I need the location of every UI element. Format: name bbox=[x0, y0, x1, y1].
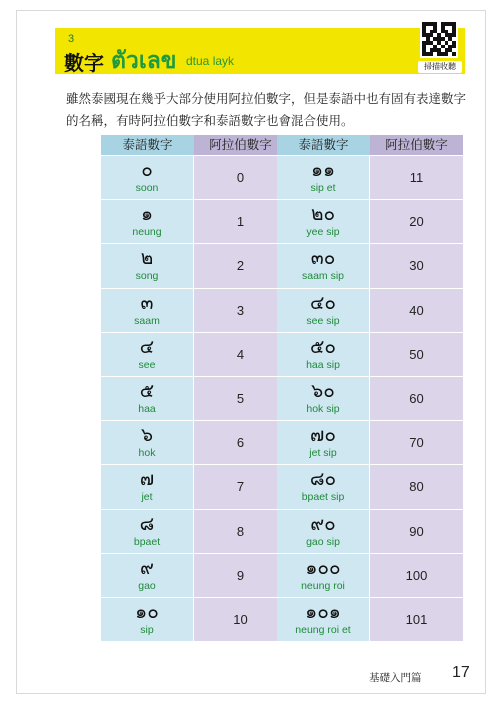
romanization: hok bbox=[138, 447, 156, 460]
table-row bbox=[101, 376, 287, 420]
table-row bbox=[101, 597, 287, 641]
table-row bbox=[277, 243, 463, 287]
thai-numeral-cell bbox=[101, 244, 194, 287]
number-table-left bbox=[101, 135, 287, 641]
section-number: 3 bbox=[68, 33, 75, 45]
arabic-numeral-cell: 4 bbox=[194, 333, 287, 376]
table-row bbox=[277, 553, 463, 597]
thai-numeral: ๘ bbox=[139, 512, 155, 535]
thai-numeral-cell bbox=[277, 377, 370, 420]
page-title-thai: ตัวเลข bbox=[111, 48, 177, 74]
page-title-romanization: dtua layk bbox=[186, 54, 235, 68]
table-row bbox=[101, 553, 287, 597]
arabic-numeral-cell: 0 bbox=[194, 156, 287, 199]
table-row bbox=[277, 288, 463, 332]
thai-numeral-cell bbox=[277, 465, 370, 508]
page-title: 數字 bbox=[64, 51, 104, 75]
thai-numeral-cell bbox=[277, 289, 370, 332]
thai-numeral-cell bbox=[101, 377, 194, 420]
arabic-numeral-cell: 10 bbox=[194, 598, 287, 641]
thai-numeral: ๔๐ bbox=[310, 291, 336, 314]
thai-numeral: ๕ bbox=[139, 379, 155, 402]
thai-numeral-cell bbox=[277, 333, 370, 376]
table-row bbox=[277, 199, 463, 243]
thai-numeral-cell bbox=[277, 598, 370, 641]
table-row bbox=[101, 199, 287, 243]
table-header bbox=[277, 135, 463, 155]
romanization: hok sip bbox=[306, 402, 340, 415]
thai-numeral: ๑๐๐ bbox=[305, 556, 341, 579]
page-number: 17 bbox=[452, 664, 470, 681]
arabic-numeral-cell: 70 bbox=[370, 421, 463, 464]
arabic-numeral-cell: 80 bbox=[370, 465, 463, 508]
arabic-numeral-cell: 9 bbox=[194, 554, 287, 597]
romanization: see bbox=[138, 358, 156, 371]
arabic-numeral-cell: 40 bbox=[370, 289, 463, 332]
header-thai-numerals: 泰語數字 bbox=[101, 135, 194, 155]
arabic-numeral-cell: 20 bbox=[370, 200, 463, 243]
table-row bbox=[101, 464, 287, 508]
thai-numeral: ๘๐ bbox=[309, 468, 337, 491]
romanization: haa bbox=[138, 402, 156, 415]
thai-numeral: ๙๐ bbox=[310, 512, 336, 535]
thai-numeral: ๐ bbox=[141, 159, 153, 181]
thai-numeral: ๔ bbox=[139, 335, 155, 358]
thai-numeral-cell bbox=[101, 465, 194, 508]
arabic-numeral-cell: 1 bbox=[194, 200, 287, 243]
thai-numeral: ๙ bbox=[140, 556, 154, 579]
thai-numeral-cell bbox=[101, 200, 194, 243]
thai-numeral: ๕๐ bbox=[310, 335, 336, 358]
romanization: gao sip bbox=[306, 535, 340, 548]
table-row bbox=[101, 288, 287, 332]
table-row bbox=[277, 420, 463, 464]
thai-numeral-cell bbox=[101, 554, 194, 597]
header-arabic-numerals: 阿拉伯數字 bbox=[370, 135, 463, 155]
thai-numeral: ๒๐ bbox=[310, 203, 336, 226]
romanization: neung roi et bbox=[295, 623, 351, 636]
thai-numeral: ๒ bbox=[140, 247, 154, 270]
thai-numeral: ๖๐ bbox=[311, 379, 335, 402]
romanization: song bbox=[135, 270, 159, 283]
thai-numeral-cell bbox=[277, 244, 370, 287]
table-row bbox=[277, 155, 463, 199]
arabic-numeral-cell: 7 bbox=[194, 465, 287, 508]
table-header bbox=[101, 135, 287, 155]
thai-numeral-cell bbox=[277, 510, 370, 553]
thai-numeral: ๑ bbox=[140, 203, 154, 226]
romanization: see sip bbox=[306, 314, 340, 327]
table-row bbox=[101, 332, 287, 376]
table-row bbox=[101, 155, 287, 199]
thai-numeral: ๗๐ bbox=[310, 424, 336, 447]
thai-numeral-cell bbox=[277, 156, 370, 199]
table-row bbox=[277, 376, 463, 420]
qr-caption: 掃描收聽 bbox=[418, 61, 462, 73]
table-row bbox=[277, 464, 463, 508]
romanization: saam bbox=[134, 314, 160, 327]
qr-code-icon[interactable] bbox=[420, 20, 458, 58]
arabic-numeral-cell: 3 bbox=[194, 289, 287, 332]
romanization: sip bbox=[140, 623, 154, 636]
table-row bbox=[101, 243, 287, 287]
romanization: soon bbox=[135, 182, 159, 194]
arabic-numeral-cell: 6 bbox=[194, 421, 287, 464]
arabic-numeral-cell: 11 bbox=[370, 156, 463, 199]
romanization: neung bbox=[132, 226, 162, 239]
arabic-numeral-cell: 30 bbox=[370, 244, 463, 287]
thai-numeral-cell bbox=[101, 156, 194, 199]
thai-numeral-cell bbox=[277, 421, 370, 464]
arabic-numeral-cell: 100 bbox=[370, 554, 463, 597]
header-arabic-numerals: 阿拉伯數字 bbox=[194, 135, 287, 155]
table-row bbox=[277, 509, 463, 553]
romanization: haa sip bbox=[306, 358, 340, 371]
thai-numeral: ๑๑ bbox=[310, 159, 336, 181]
thai-numeral: ๓ bbox=[140, 291, 154, 314]
thai-numeral-cell bbox=[101, 598, 194, 641]
romanization: sip et bbox=[310, 182, 336, 194]
thai-numeral-cell bbox=[277, 200, 370, 243]
romanization: jet sip bbox=[309, 447, 337, 460]
table-row bbox=[101, 420, 287, 464]
thai-numeral: ๑๐ bbox=[135, 600, 159, 623]
thai-numeral-cell bbox=[277, 554, 370, 597]
table-row bbox=[277, 332, 463, 376]
thai-numeral-cell bbox=[101, 333, 194, 376]
romanization: gao bbox=[138, 579, 156, 592]
footer-section-label: 基礎入門篇 bbox=[369, 672, 422, 684]
romanization: bpaet sip bbox=[301, 491, 345, 504]
thai-numeral-cell bbox=[101, 421, 194, 464]
table-row bbox=[277, 597, 463, 641]
arabic-numeral-cell: 101 bbox=[370, 598, 463, 641]
romanization: saam sip bbox=[301, 270, 344, 283]
arabic-numeral-cell: 50 bbox=[370, 333, 463, 376]
romanization: jet bbox=[141, 491, 153, 504]
thai-numeral-cell bbox=[101, 510, 194, 553]
thai-numeral: ๑๐๑ bbox=[305, 600, 341, 623]
romanization: yee sip bbox=[306, 226, 340, 239]
thai-numeral-cell bbox=[101, 289, 194, 332]
arabic-numeral-cell: 8 bbox=[194, 510, 287, 553]
romanization: bpaet bbox=[133, 535, 161, 548]
romanization: neung roi bbox=[301, 579, 345, 592]
intro-paragraph: 雖然泰國現在幾乎大部分使用阿拉伯數字，但是泰語中也有固有表達數字的名稱，有時阿拉伯數字和泰語數字也會混合使用。 bbox=[66, 91, 467, 128]
arabic-numeral-cell: 5 bbox=[194, 377, 287, 420]
thai-numeral: ๓๐ bbox=[310, 247, 336, 270]
number-table-right bbox=[277, 135, 463, 641]
arabic-numeral-cell: 2 bbox=[194, 244, 287, 287]
arabic-numeral-cell: 60 bbox=[370, 377, 463, 420]
thai-numeral: ๖ bbox=[140, 424, 154, 447]
header-thai-numerals: 泰語數字 bbox=[277, 135, 370, 155]
table-row bbox=[101, 509, 287, 553]
thai-numeral: ๗ bbox=[139, 468, 155, 491]
arabic-numeral-cell: 90 bbox=[370, 510, 463, 553]
